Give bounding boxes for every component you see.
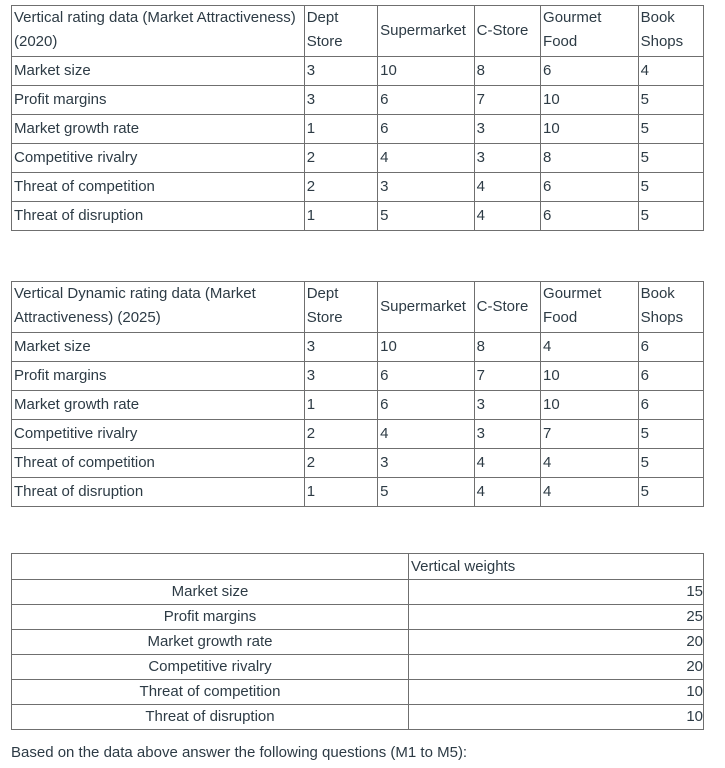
table-cell: 3: [304, 362, 377, 391]
table-cell: Threat of competition: [12, 173, 305, 202]
table-cell: 20: [409, 655, 704, 680]
table-cell: 5: [378, 478, 475, 507]
header-cell: Book Shops: [638, 282, 703, 333]
table-cell: 6: [541, 202, 639, 231]
table-cell: Profit margins: [12, 362, 305, 391]
header-cell: Supermarket: [378, 6, 475, 57]
table-cell: 1: [304, 115, 377, 144]
table-cell: 7: [474, 362, 540, 391]
header-cell: Vertical rating data (Market Attractiveness) (2020): [12, 6, 305, 57]
table-cell: 4: [541, 333, 639, 362]
rating-table-2025: [11, 281, 704, 507]
table-cell: 4: [474, 478, 540, 507]
table-cell: 4: [378, 420, 475, 449]
table-cell: 2: [304, 420, 377, 449]
table-header-row: [12, 282, 704, 333]
table-cell: 10: [378, 57, 475, 86]
table-cell: 3: [474, 115, 540, 144]
table-cell: 3: [304, 57, 377, 86]
table-cell: 6: [541, 173, 639, 202]
table-cell: 5: [638, 202, 703, 231]
table-cell: 3: [474, 144, 540, 173]
header-cell: Gourmet Food: [541, 6, 639, 57]
table-cell: Competitive rivalry: [12, 420, 305, 449]
header-cell: Gourmet Food: [541, 282, 639, 333]
table-cell: 15: [409, 580, 704, 605]
table-row: [12, 115, 704, 144]
table-cell: 25: [409, 605, 704, 630]
table-row: [12, 391, 704, 420]
table-row: [12, 655, 704, 680]
table-cell: 1: [304, 391, 377, 420]
table-cell: 7: [474, 86, 540, 115]
table-row: [12, 705, 704, 730]
table-cell: 6: [541, 57, 639, 86]
table-cell: 10: [378, 333, 475, 362]
header-cell: Dept Store: [304, 6, 377, 57]
table-row: [12, 630, 704, 655]
table-cell: 8: [474, 333, 540, 362]
table-header-row: [12, 6, 704, 57]
table-cell: 6: [378, 86, 475, 115]
table-cell: 4: [474, 449, 540, 478]
table-cell: 10: [541, 86, 639, 115]
table-cell: Market growth rate: [12, 391, 305, 420]
table-cell: 6: [638, 362, 703, 391]
table-row: [12, 86, 704, 115]
table-header-row: [12, 554, 704, 580]
table-row: [12, 605, 704, 630]
weights-table: [11, 553, 704, 730]
instruction-text: Based on the data above answer the following questions (M1 to M5):: [11, 744, 468, 761]
table-cell: 5: [638, 115, 703, 144]
table-cell: 4: [541, 478, 639, 507]
table-cell: 3: [304, 333, 377, 362]
header-cell: Supermarket: [378, 282, 475, 333]
table-cell: 2: [304, 173, 377, 202]
table-cell: Market size: [12, 580, 409, 605]
table-row: [12, 333, 704, 362]
table-cell: 6: [378, 362, 475, 391]
table-cell: 3: [378, 173, 475, 202]
table-cell: 3: [474, 420, 540, 449]
table-cell: 2: [304, 144, 377, 173]
header-cell: C-Store: [474, 282, 540, 333]
table-cell: 8: [474, 57, 540, 86]
table-cell: Market growth rate: [12, 115, 305, 144]
table-cell: 5: [638, 449, 703, 478]
table-row: [12, 680, 704, 705]
table-cell: Threat of disruption: [12, 202, 305, 231]
header-cell: C-Store: [474, 6, 540, 57]
table-cell: 7: [541, 420, 639, 449]
table-cell: Threat of competition: [12, 680, 409, 705]
table-cell: 6: [378, 391, 475, 420]
table-row: [12, 57, 704, 86]
table-cell: 4: [474, 173, 540, 202]
table-cell: Market size: [12, 333, 305, 362]
table-cell: Profit margins: [12, 605, 409, 630]
table-cell: 2: [304, 449, 377, 478]
table-cell: 3: [378, 449, 475, 478]
table-cell: 5: [378, 202, 475, 231]
table-cell: Competitive rivalry: [12, 144, 305, 173]
table-cell: 4: [474, 202, 540, 231]
table-cell: 6: [638, 333, 703, 362]
table-row: [12, 144, 704, 173]
table-cell: 5: [638, 420, 703, 449]
table-cell: 4: [541, 449, 639, 478]
table-cell: 4: [638, 57, 703, 86]
header-cell: Vertical weights: [409, 554, 704, 580]
table-cell: 5: [638, 478, 703, 507]
table-cell: 8: [541, 144, 639, 173]
table-cell: 10: [541, 115, 639, 144]
table-cell: Market size: [12, 57, 305, 86]
table-row: [12, 202, 704, 231]
table-cell: 3: [304, 86, 377, 115]
table-cell: 10: [541, 362, 639, 391]
table-cell: 1: [304, 202, 377, 231]
table-cell: 10: [409, 705, 704, 730]
table-cell: 1: [304, 478, 377, 507]
table-cell: Threat of competition: [12, 449, 305, 478]
table-cell: 20: [409, 630, 704, 655]
table-cell: Market growth rate: [12, 630, 409, 655]
header-cell: Vertical Dynamic rating data (Market Attractiveness) (2025): [12, 282, 305, 333]
table-row: [12, 173, 704, 202]
table-cell: 3: [474, 391, 540, 420]
table-row: [12, 420, 704, 449]
table-cell: Profit margins: [12, 86, 305, 115]
table-row: [12, 580, 704, 605]
table-cell: 5: [638, 86, 703, 115]
table-cell: 5: [638, 173, 703, 202]
table-row: [12, 449, 704, 478]
table-cell: 6: [638, 391, 703, 420]
table-row: [12, 362, 704, 391]
table-cell: 6: [378, 115, 475, 144]
table-cell: 5: [638, 144, 703, 173]
table-cell: 10: [541, 391, 639, 420]
table-cell: Threat of disruption: [12, 705, 409, 730]
header-cell: Dept Store: [304, 282, 377, 333]
table-row: [12, 478, 704, 507]
table-cell: Threat of disruption: [12, 478, 305, 507]
header-cell: [12, 554, 409, 580]
header-cell: Book Shops: [638, 6, 703, 57]
table-cell: Competitive rivalry: [12, 655, 409, 680]
table-cell: 10: [409, 680, 704, 705]
table-cell: 4: [378, 144, 475, 173]
rating-table-2020: [11, 5, 704, 231]
